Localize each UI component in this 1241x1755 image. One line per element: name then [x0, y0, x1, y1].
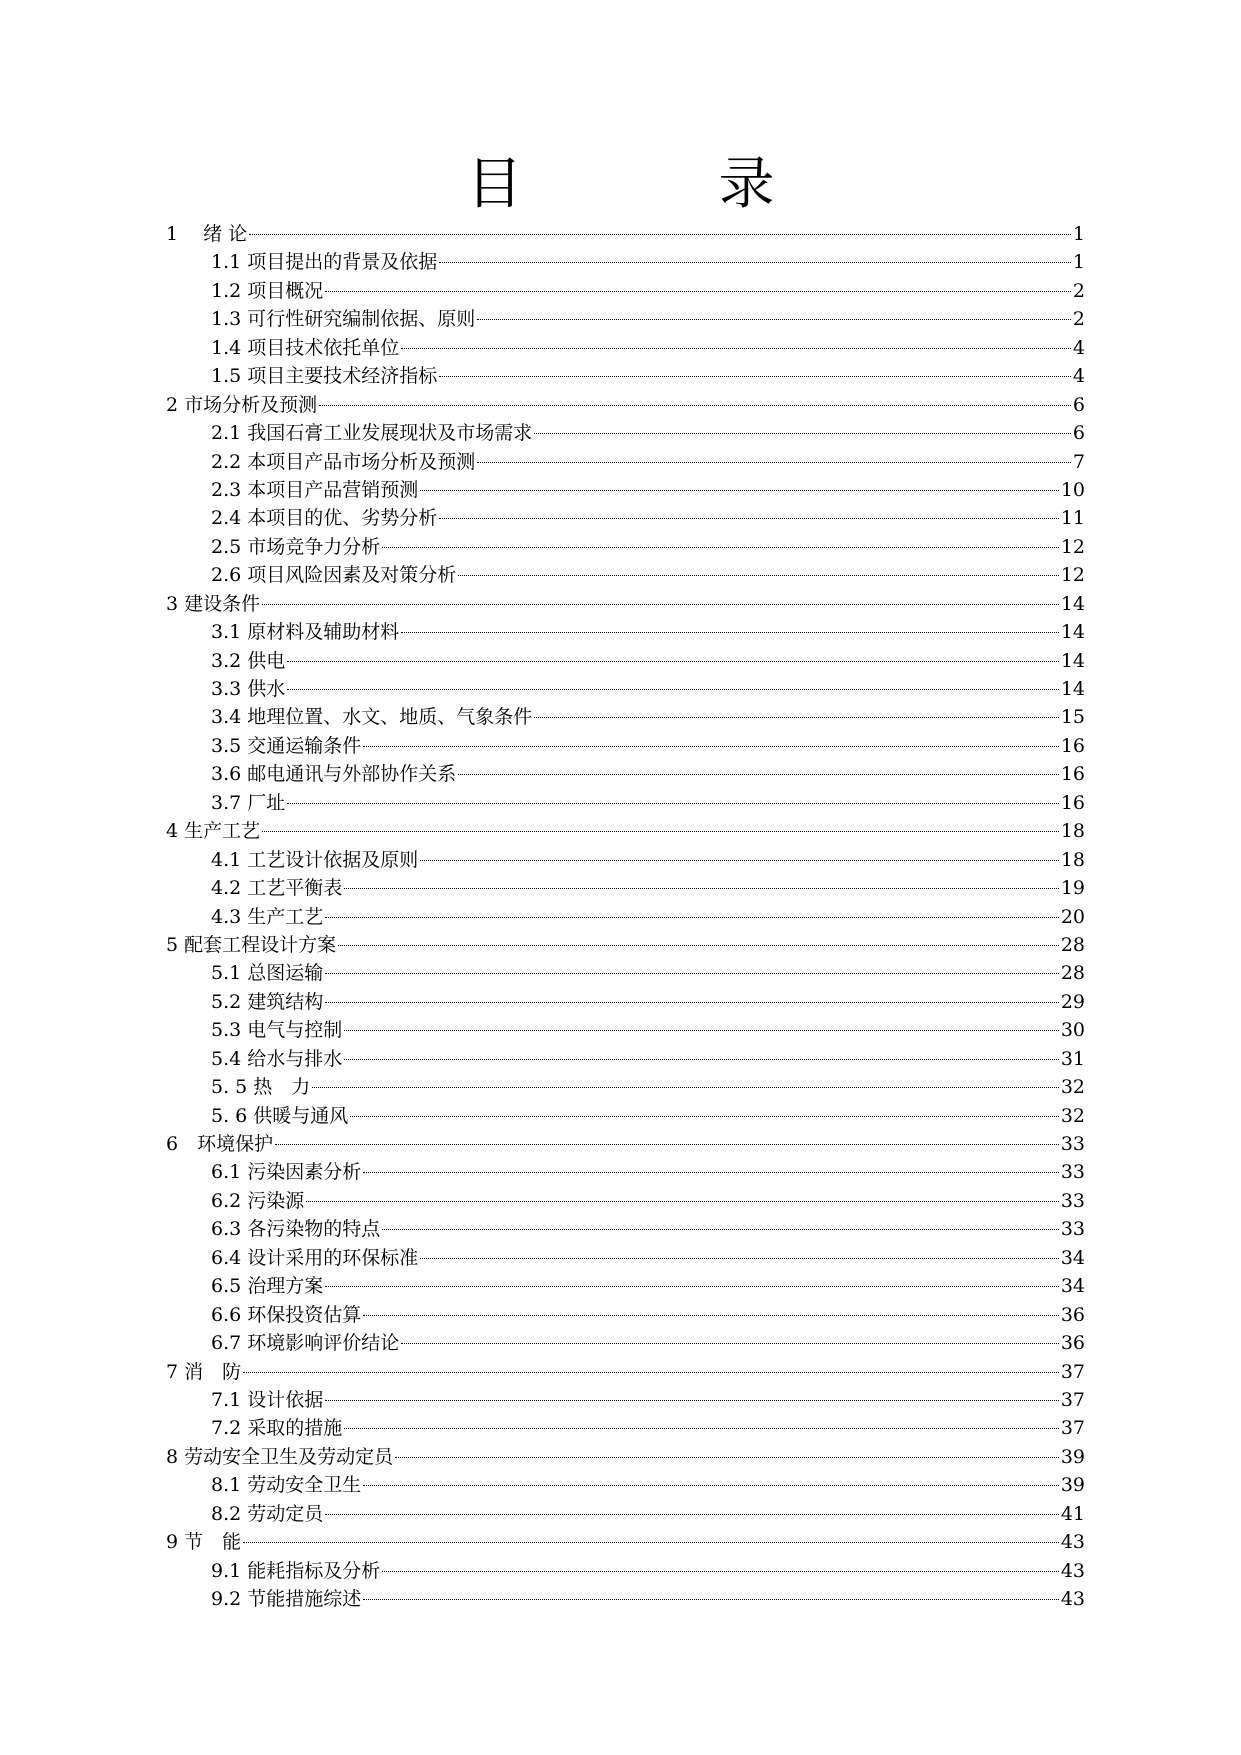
toc-entry-label: 4.2 工艺平衡表	[211, 877, 343, 900]
toc-entry-label: 6.1 污染因素分析	[211, 1161, 362, 1184]
toc-entry-label: 2 市场分析及预测	[166, 393, 318, 416]
toc-entry-label: 5.1 总图运输	[211, 962, 324, 985]
dot-leader	[344, 888, 1059, 889]
toc-page-number: 19	[1060, 877, 1085, 900]
toc-entry-label: 6.5 治理方案	[211, 1275, 324, 1298]
toc-subsection-entry[interactable]	[166, 647, 1085, 675]
dot-leader	[363, 746, 1059, 747]
toc-page-number: 33	[1060, 1133, 1085, 1155]
toc-page-number: 1	[1072, 251, 1085, 274]
toc-page-number: 36	[1060, 1303, 1085, 1326]
toc-subsection-entry[interactable]	[166, 533, 1085, 561]
toc-subsection-entry[interactable]	[166, 305, 1085, 333]
toc-entry-label: 9.1 能耗指标及分析	[211, 1559, 381, 1582]
dot-leader	[458, 774, 1059, 775]
toc-entry-label: 3.6 邮电通讯与外部协作关系	[211, 763, 457, 786]
dot-leader	[312, 1087, 1059, 1088]
toc-subsection-entry[interactable]	[166, 1045, 1085, 1073]
toc-page-number: 16	[1060, 734, 1085, 757]
dot-leader	[262, 604, 1059, 605]
toc-entry-label: 3.3 供水	[211, 678, 286, 700]
dot-leader	[344, 1428, 1059, 1429]
toc-entry-label: 3 建设条件	[166, 592, 261, 615]
dot-leader	[363, 1485, 1059, 1486]
toc-subsection-entry[interactable]	[166, 1301, 1085, 1329]
dot-leader	[401, 632, 1059, 633]
dot-leader	[401, 348, 1071, 349]
toc-subsection-entry[interactable]	[166, 1272, 1085, 1300]
toc-chapter-entry[interactable]	[166, 1358, 1085, 1386]
toc-entry-label: 5. 5 热 力	[211, 1076, 311, 1099]
dot-leader	[382, 1571, 1059, 1572]
toc-page-number: 14	[1060, 678, 1085, 700]
toc-page-number: 16	[1060, 791, 1085, 814]
toc-entry-label: 5.2 建筑结构	[211, 990, 324, 1013]
toc-page-number: 18	[1060, 820, 1085, 843]
toc-page-number: 37	[1060, 1417, 1085, 1440]
dot-leader	[534, 717, 1059, 718]
toc-page-number: 32	[1060, 1104, 1085, 1127]
toc-entry-label: 2.3 本项目产品营销预测	[211, 478, 419, 501]
dot-leader	[363, 1599, 1059, 1600]
toc-page-number: 18	[1060, 848, 1085, 871]
toc-entry-label: 5. 6 供暖与通风	[211, 1104, 349, 1127]
toc-page-number: 1	[1072, 223, 1085, 245]
dot-leader	[395, 1457, 1059, 1458]
toc-page-number: 2	[1072, 308, 1085, 331]
toc-subsection-entry[interactable]	[166, 277, 1085, 305]
toc-entry-label: 4.1 工艺设计依据及原则	[211, 848, 419, 871]
dot-leader	[344, 1059, 1059, 1060]
toc-chapter-entry[interactable]	[166, 1443, 1085, 1471]
toc-page-number: 34	[1060, 1246, 1085, 1269]
toc-page-number: 36	[1060, 1332, 1085, 1355]
dot-leader	[325, 917, 1059, 918]
toc-entry-label: 5.3 电气与控制	[211, 1019, 343, 1042]
dot-leader	[275, 1144, 1059, 1145]
toc-subsection-entry[interactable]	[166, 1158, 1085, 1186]
toc-subsection-entry[interactable]	[166, 419, 1085, 447]
dot-leader	[477, 462, 1071, 463]
dot-leader	[344, 1030, 1059, 1031]
dot-leader	[249, 234, 1071, 235]
toc-page-number: 12	[1060, 535, 1085, 558]
toc-subsection-entry[interactable]	[166, 1102, 1085, 1130]
toc-subsection-entry[interactable]	[166, 846, 1085, 874]
dot-leader	[325, 291, 1071, 292]
dot-leader	[363, 1315, 1059, 1316]
toc-page-number: 10	[1060, 478, 1085, 501]
dot-leader	[325, 973, 1059, 974]
dot-leader	[243, 1542, 1059, 1543]
dot-leader	[325, 1286, 1059, 1287]
toc-entry-label: 1.1 项目提出的背景及依据	[211, 251, 438, 274]
toc-page-number: 4	[1072, 365, 1085, 388]
toc-entry-label: 1.4 项目技术依托单位	[211, 336, 400, 359]
dot-leader	[262, 831, 1059, 832]
toc-subsection-entry[interactable]	[166, 1585, 1085, 1613]
toc-page-number: 39	[1060, 1445, 1085, 1468]
toc-entry-label: 6.2 污染源	[211, 1189, 305, 1212]
toc-entry-label: 4 生产工艺	[166, 820, 261, 843]
dot-leader	[534, 433, 1071, 434]
toc-page-number: 14	[1060, 649, 1085, 672]
toc-page-number: 29	[1060, 990, 1085, 1013]
toc-entry-label: 2.4 本项目的优、劣势分析	[211, 507, 438, 530]
toc-entry-label: 6.6 环保投资估算	[211, 1303, 362, 1326]
dot-leader	[338, 945, 1059, 946]
toc-title: 目 录	[466, 152, 845, 217]
toc-page-number: 31	[1060, 1047, 1085, 1070]
toc-entry-label: 7.1 设计依据	[211, 1388, 324, 1411]
dot-leader	[325, 1002, 1059, 1003]
toc-entry-label: 5 配套工程设计方案	[166, 933, 337, 956]
toc-entry-label: 9 节 能	[166, 1531, 242, 1554]
toc-subsection-entry[interactable]	[166, 1244, 1085, 1272]
toc-page-number: 33	[1060, 1189, 1085, 1212]
toc-entry-label: 3.7 厂址	[211, 791, 286, 814]
toc-entry-label: 5.4 给水与排水	[211, 1047, 343, 1070]
toc-page-number: 30	[1060, 1019, 1085, 1042]
toc-page-number: 4	[1072, 336, 1085, 359]
toc-subsection-entry[interactable]	[166, 732, 1085, 760]
table-of-contents	[166, 220, 1085, 1613]
toc-subsection-entry[interactable]	[166, 903, 1085, 931]
toc-chapter-entry[interactable]	[166, 1528, 1085, 1556]
toc-entry-label: 9.2 节能措施综述	[211, 1588, 362, 1610]
toc-subsection-entry[interactable]	[166, 1016, 1085, 1044]
toc-entry-label: 7 消 防	[166, 1360, 242, 1383]
toc-entry-label: 2.5 市场竞争力分析	[211, 535, 381, 558]
toc-entry-label: 2.2 本项目产品市场分析及预测	[211, 450, 476, 473]
dot-leader	[306, 1201, 1059, 1202]
toc-page-number: 14	[1060, 592, 1085, 615]
toc-chapter-entry[interactable]	[166, 1130, 1085, 1158]
toc-page-number: 28	[1060, 962, 1085, 985]
toc-subsection-entry[interactable]	[166, 1500, 1085, 1528]
toc-subsection-entry[interactable]	[166, 760, 1085, 788]
toc-subsection-entry[interactable]	[166, 1557, 1085, 1585]
toc-page-number: 6	[1072, 393, 1085, 416]
dot-leader	[287, 689, 1059, 690]
toc-subsection-entry[interactable]	[166, 476, 1085, 504]
toc-chapter-entry[interactable]	[166, 391, 1085, 419]
dot-leader	[420, 490, 1059, 491]
toc-page-number: 28	[1060, 933, 1085, 956]
toc-subsection-entry[interactable]	[166, 1187, 1085, 1215]
toc-entry-label: 1 绪 论	[166, 223, 248, 245]
toc-page-number: 11	[1060, 507, 1085, 530]
toc-entry-label: 3.4 地理位置、水文、地质、气象条件	[211, 706, 533, 729]
dot-leader	[401, 1343, 1059, 1344]
dot-leader	[325, 1400, 1059, 1401]
dot-leader	[243, 1372, 1059, 1373]
toc-subsection-entry[interactable]	[166, 1471, 1085, 1499]
toc-subsection-entry[interactable]	[166, 248, 1085, 276]
toc-entry-label: 8 劳动安全卫生及劳动定员	[166, 1445, 394, 1468]
dot-leader	[382, 547, 1059, 548]
toc-page-number: 6	[1072, 422, 1085, 445]
toc-page-number: 33	[1060, 1161, 1085, 1184]
toc-entry-label: 6 环境保护	[166, 1133, 274, 1155]
toc-chapter-entry[interactable]	[166, 220, 1085, 248]
toc-subsection-entry[interactable]	[166, 1386, 1085, 1414]
toc-page-number: 41	[1060, 1502, 1085, 1525]
toc-entry-label: 3.2 供电	[211, 649, 286, 672]
toc-page-number: 33	[1060, 1218, 1085, 1241]
toc-entry-label: 6.7 环境影响评价结论	[211, 1332, 400, 1355]
toc-page-number: 12	[1060, 564, 1085, 587]
toc-entry-label: 4.3 生产工艺	[211, 905, 324, 928]
toc-subsection-entry[interactable]	[166, 362, 1085, 390]
toc-subsection-entry[interactable]	[166, 1215, 1085, 1243]
dot-leader	[350, 1116, 1059, 1117]
toc-entry-label: 3.1 原材料及辅助材料	[211, 621, 400, 644]
toc-page-number: 37	[1060, 1388, 1085, 1411]
toc-entry-label: 8.1 劳动安全卫生	[211, 1474, 362, 1497]
toc-subsection-entry[interactable]	[166, 448, 1085, 476]
toc-page-number: 34	[1060, 1275, 1085, 1298]
toc-subsection-entry[interactable]	[166, 703, 1085, 731]
toc-entry-label: 1.3 可行性研究编制依据、原则	[211, 308, 476, 331]
dot-leader	[439, 262, 1071, 263]
toc-entry-label: 6.4 设计采用的环保标准	[211, 1246, 419, 1269]
toc-subsection-entry[interactable]	[166, 1073, 1085, 1101]
dot-leader	[477, 319, 1071, 320]
toc-subsection-entry[interactable]	[166, 959, 1085, 987]
toc-subsection-entry[interactable]	[166, 334, 1085, 362]
toc-entry-label: 1.2 项目概况	[211, 279, 324, 302]
dot-leader	[458, 575, 1059, 576]
toc-page-number: 15	[1060, 706, 1085, 729]
dot-leader	[439, 518, 1059, 519]
toc-page-number: 43	[1060, 1531, 1085, 1554]
toc-chapter-entry[interactable]	[166, 931, 1085, 959]
dot-leader	[319, 405, 1071, 406]
toc-subsection-entry[interactable]	[166, 675, 1085, 703]
toc-chapter-entry[interactable]	[166, 817, 1085, 845]
toc-page-number: 16	[1060, 763, 1085, 786]
toc-entry-label: 3.5 交通运输条件	[211, 734, 362, 757]
toc-entry-label: 1.5 项目主要技术经济指标	[211, 365, 438, 388]
toc-page-number: 20	[1060, 905, 1085, 928]
dot-leader	[382, 1229, 1059, 1230]
dot-leader	[439, 376, 1071, 377]
dot-leader	[287, 803, 1059, 804]
toc-entry-label: 7.2 采取的措施	[211, 1417, 343, 1440]
toc-subsection-entry[interactable]	[166, 988, 1085, 1016]
toc-page-number: 2	[1072, 279, 1085, 302]
toc-chapter-entry[interactable]	[166, 590, 1085, 618]
toc-subsection-entry[interactable]	[166, 561, 1085, 589]
toc-page-number: 14	[1060, 621, 1085, 644]
toc-subsection-entry[interactable]	[166, 874, 1085, 902]
toc-entry-label: 6.3 各污染物的特点	[211, 1218, 381, 1241]
dot-leader	[325, 1514, 1059, 1515]
toc-page-number: 43	[1060, 1588, 1085, 1610]
toc-page-number: 37	[1060, 1360, 1085, 1383]
toc-entry-label: 2.6 项目风险因素及对策分析	[211, 564, 457, 587]
toc-page-number: 43	[1060, 1559, 1085, 1582]
toc-entry-label: 2.1 我国石膏工业发展现状及市场需求	[211, 422, 533, 445]
dot-leader	[287, 661, 1059, 662]
dot-leader	[363, 1172, 1059, 1173]
toc-entry-label: 8.2 劳动定员	[211, 1502, 324, 1525]
toc-page-number: 32	[1060, 1076, 1085, 1099]
toc-subsection-entry[interactable]	[166, 618, 1085, 646]
toc-subsection-entry[interactable]	[166, 1414, 1085, 1442]
toc-page-number: 39	[1060, 1474, 1085, 1497]
toc-subsection-entry[interactable]	[166, 789, 1085, 817]
toc-subsection-entry[interactable]	[166, 504, 1085, 532]
toc-subsection-entry[interactable]	[166, 1329, 1085, 1357]
dot-leader	[420, 860, 1059, 861]
dot-leader	[420, 1258, 1059, 1259]
toc-page-number: 7	[1072, 450, 1085, 473]
